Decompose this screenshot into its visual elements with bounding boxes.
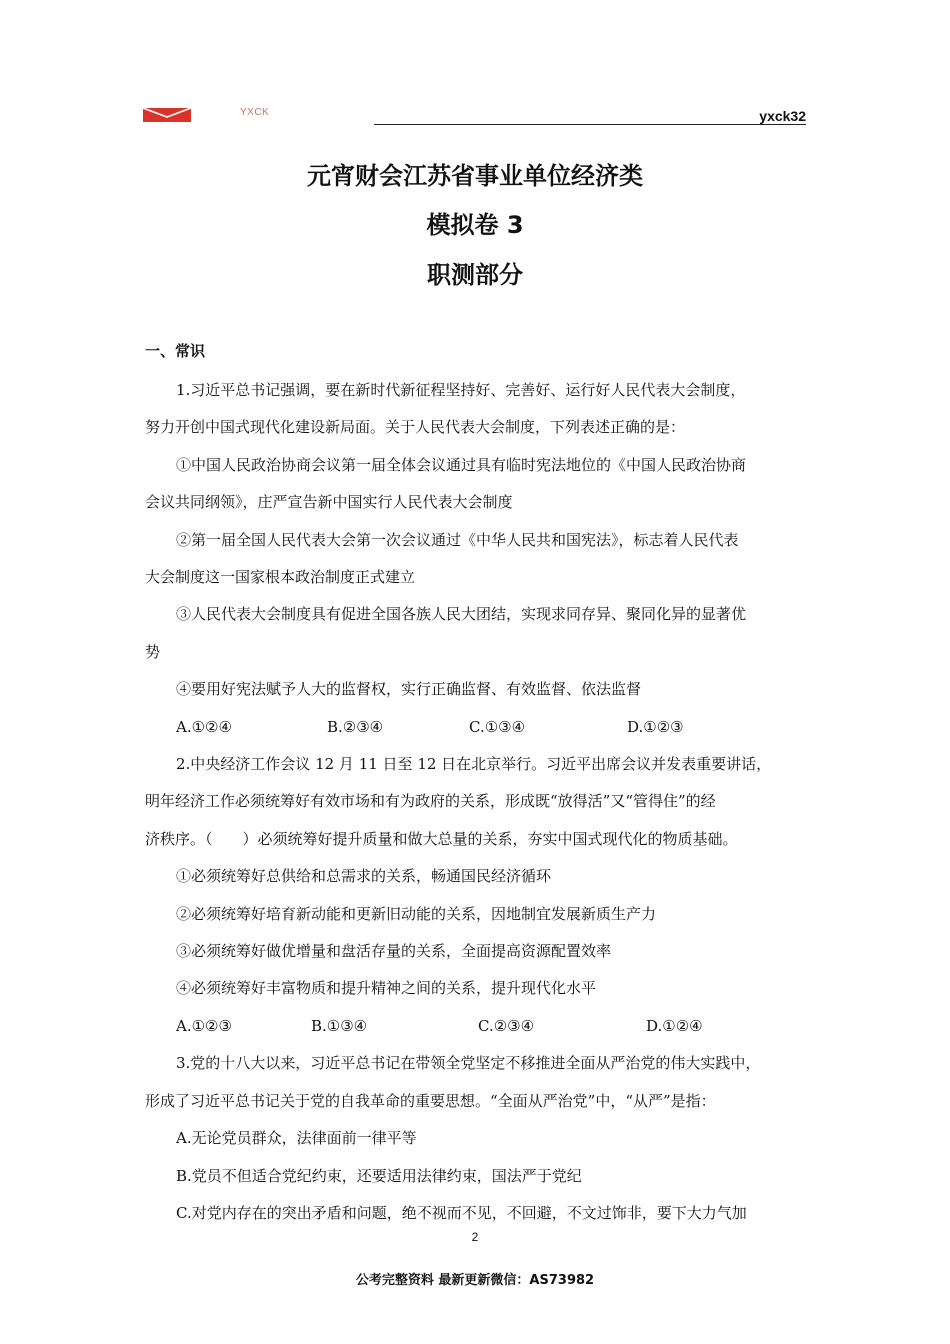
envelope-logo-icon	[143, 108, 191, 122]
q2-stem-line: 济秩序。（ ）必须统筹好提升质量和做大总量的关系，夯实中国式现代化的物质基础。	[145, 829, 738, 848]
document-body	[145, 372, 807, 1232]
logo-text: YXCK	[240, 107, 270, 118]
q3-option-a: A.无论党员群众，法律面前一律平等	[176, 1129, 417, 1148]
q2-statement-4: ④必须统筹好丰富物质和提升精神之间的关系，提升现代化水平	[176, 979, 597, 998]
q1-stem-line: 1.习近平总书记强调，要在新时代新征程坚持好、完善好、运行好人民代表大会制度，	[176, 381, 746, 399]
q2-option-b: B.①③④	[311, 1016, 368, 1035]
q3-stem-line: 形成了习近平总书记关于党的自我革命的重要思想。“全面从严治党”中，“从严”是指：	[145, 1091, 716, 1110]
section-heading: 一、常识	[145, 342, 206, 360]
q2-statement-2: ②必须统筹好培育新动能和更新旧动能的关系，因地制宜发展新质生产力	[176, 904, 657, 923]
q1-option-b: B.②③④	[327, 717, 384, 736]
q1-statement-3: ③人民代表大会制度具有促进全国各族人民大团结，实现求同存异、聚同化异的显著优	[176, 605, 747, 624]
q1-statement-2: ②第一届全国人民代表大会第一次会议通过《中华人民共和国宪法》，标志着人民代表	[176, 530, 739, 549]
q2-option-c: C.②③④	[478, 1016, 535, 1035]
q1-option-d: D.①②③	[627, 717, 684, 736]
q3-option-c: C.对党内存在的突出矛盾和问题，绝不视而不见，不回避，不文过饰非，要下大力气加	[176, 1203, 747, 1222]
q1-option-c: C.①③④	[469, 717, 526, 736]
q1-options	[145, 709, 807, 746]
q1-statement-4: ④要用好宪法赋予人大的监督权，实行正确监督、有效监督、依法监督	[176, 680, 642, 699]
title-line-1: 元宵财会江苏省事业单位经济类	[307, 162, 643, 190]
q1-statement-2-cont: 大会制度这一国家根本政治制度正式建立	[145, 568, 416, 587]
footer-note: 公考完整资料 最新更新微信：AS73982	[355, 1273, 595, 1288]
title-line-2: 模拟卷 3	[426, 211, 524, 239]
q2-statement-3: ③必须统筹好做优增量和盘活存量的关系，全面提高资源配置效率	[176, 942, 612, 961]
q2-stem-line: 2.中央经济工作会议 12 月 11 日至 12 日在北京举行。习近平出席会议并发表重要讲话，	[176, 755, 772, 774]
header-code: yxck32	[759, 108, 806, 124]
q1-statement-1-cont: 会议共同纲领》，庄严宣告新中国实行人民代表大会制度	[145, 493, 513, 512]
q2-statement-1: ①必须统筹好总供给和总需求的关系，畅通国民经济循环	[176, 867, 552, 886]
title-line-3: 职测部分	[427, 261, 523, 289]
q1-option-a: A.①②④	[176, 717, 232, 736]
q2-options	[145, 1008, 807, 1045]
q2-stem-line: 明年经济工作必须统筹好有效市场和有为政府的关系，形成既“放得活”又“管得住”的经	[145, 792, 716, 811]
q3-option-b: B.党员不但适合党纪约束，还要适用法律约束，国法严于党纪	[176, 1166, 582, 1185]
q2-option-d: D.①②④	[646, 1016, 703, 1035]
header-rule	[374, 124, 806, 125]
q1-statement-1: ①中国人民政治协商会议第一届全体会议通过具有临时宪法地位的《中国人民政治协商	[176, 455, 747, 474]
q1-stem-line: 努力开创中国式现代化建设新局面。关于人民代表大会制度，下列表述正确的是：	[145, 418, 686, 437]
q1-statement-3-cont: 势	[145, 642, 161, 661]
page-number: 2	[471, 1230, 479, 1244]
q3-stem-line: 3.党的十八大以来，习近平总书记在带领全党坚定不移推进全面从严治党的伟大实践中，	[176, 1054, 761, 1073]
q2-option-a: A.①②③	[176, 1016, 232, 1035]
